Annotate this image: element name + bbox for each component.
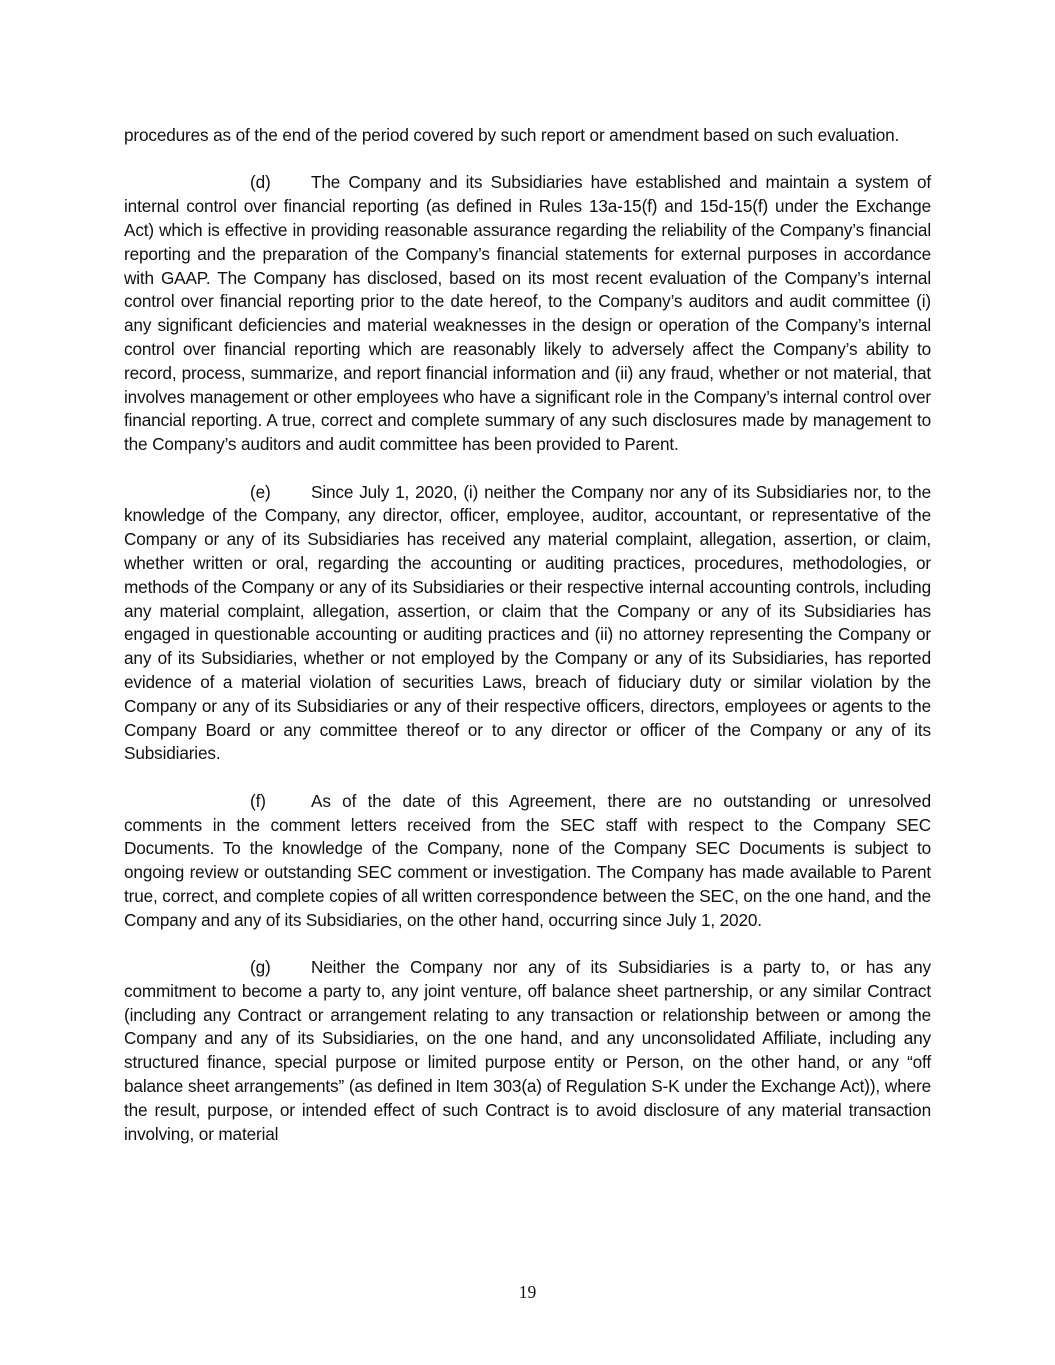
- paragraph-g: [124, 956, 931, 1146]
- paragraph-d: [124, 171, 931, 457]
- paragraph-text: The Company and its Subsidiaries have established and maintain a system of internal control over financial reporting (as defined in Rules 13a-15(f) and 15d-15(f) under the Exchange Act) which is effective in providing reasonable assurance regarding the reliability of the Company’s financial reporting and the preparation of the Company’s financial statements for external purposes in accordance with GAAP. The Company has disclosed, based on its most recent evaluation of the Company’s internal control over financial reporting prior to the date hereof, to the Company’s auditors and audit committee (i) any significant deficiencies and material weaknesses in the design or operation of the Company’s internal control over financial reporting which are reasonably likely to adversely affect the Company’s ability to record, process, summarize, and report financial information and (ii) any fraud, whether or not material, that involves management or other employees who have a significant role in the Company’s internal control over financial reporting. A true, correct and complete summary of any such disclosures made by management to the Company’s auditors and audit committee has been provided to Parent.: [124, 172, 931, 455]
- page-number: 19: [518, 1282, 537, 1302]
- paragraph-e: [124, 481, 931, 767]
- paragraph-marker: (g): [250, 957, 271, 978]
- paragraph-marker: (f): [250, 790, 266, 811]
- paragraph-continuation: [124, 124, 931, 148]
- paragraph-text: As of the date of this Agreement, there are no outstanding or unresolved comments in the comment letters received from the SEC staff with respect to the Company SEC Documents. To the knowledge of the Company, none of the Company SEC Documents is subject to ongoing review or outstanding SEC comment or investigation. The Company has made available to Parent true, correct, and complete copies of all written correspondence between the SEC, on the one hand, and the Company and any of its Subsidiaries, on the other hand, occurring since July 1, 2020.: [124, 790, 931, 930]
- paragraph-text: Since July 1, 2020, (i) neither the Company nor any of its Subsidiaries nor, to the knowledge of the Company, any director, officer, employee, auditor, accountant, or representative of the Company or any of its Subsidiaries has received any material complaint, allegation, assertion, or claim, whether written or oral, regarding the accounting or auditing practices, procedures, methodologies, or methods of the Company or any of its Subsidiaries or their respective internal accounting controls, including any material complaint, allegation, assertion, or claim that the Company or any of its Subsidiaries has engaged in questionable accounting or auditing practices and (ii) no attorney representing the Company or any of its Subsidiaries, whether or not employed by the Company or any of its Subsidiaries, has reported evidence of a material violation of securities Laws, breach of fiduciary duty or similar violation by the Company or any of its Subsidiaries or any of their respective officers, directors, employees or agents to the Company Board or any committee thereof or to any director or officer of the Company or any of its Subsidiaries.: [124, 481, 931, 764]
- paragraph-marker: (e): [250, 481, 271, 502]
- paragraph-f: [124, 790, 931, 933]
- document-page: [124, 124, 931, 1146]
- paragraph-text: procedures as of the end of the period covered by such report or amendment based on such evaluation.: [124, 125, 900, 145]
- paragraph-text: Neither the Company nor any of its Subsidiaries is a party to, or has any commitment to become a party to, any joint venture, off balance sheet partnership, or any similar Contract (including any Contract or arrangement relating to any transaction or relationship between or among the Company and any of its Subsidiaries, on the one hand, and any unconsolidated Affiliate, including any structured finance, special purpose or limited purpose entity or Person, on the other hand, or any “off balance sheet arrangements” (as defined in Item 303(a) of Regulation S-K under the Exchange Act)), where the result, purpose, or intended effect of such Contract is to avoid disclosure of any material transaction involving, or material: [124, 957, 931, 1144]
- paragraph-marker: (d): [250, 172, 271, 193]
